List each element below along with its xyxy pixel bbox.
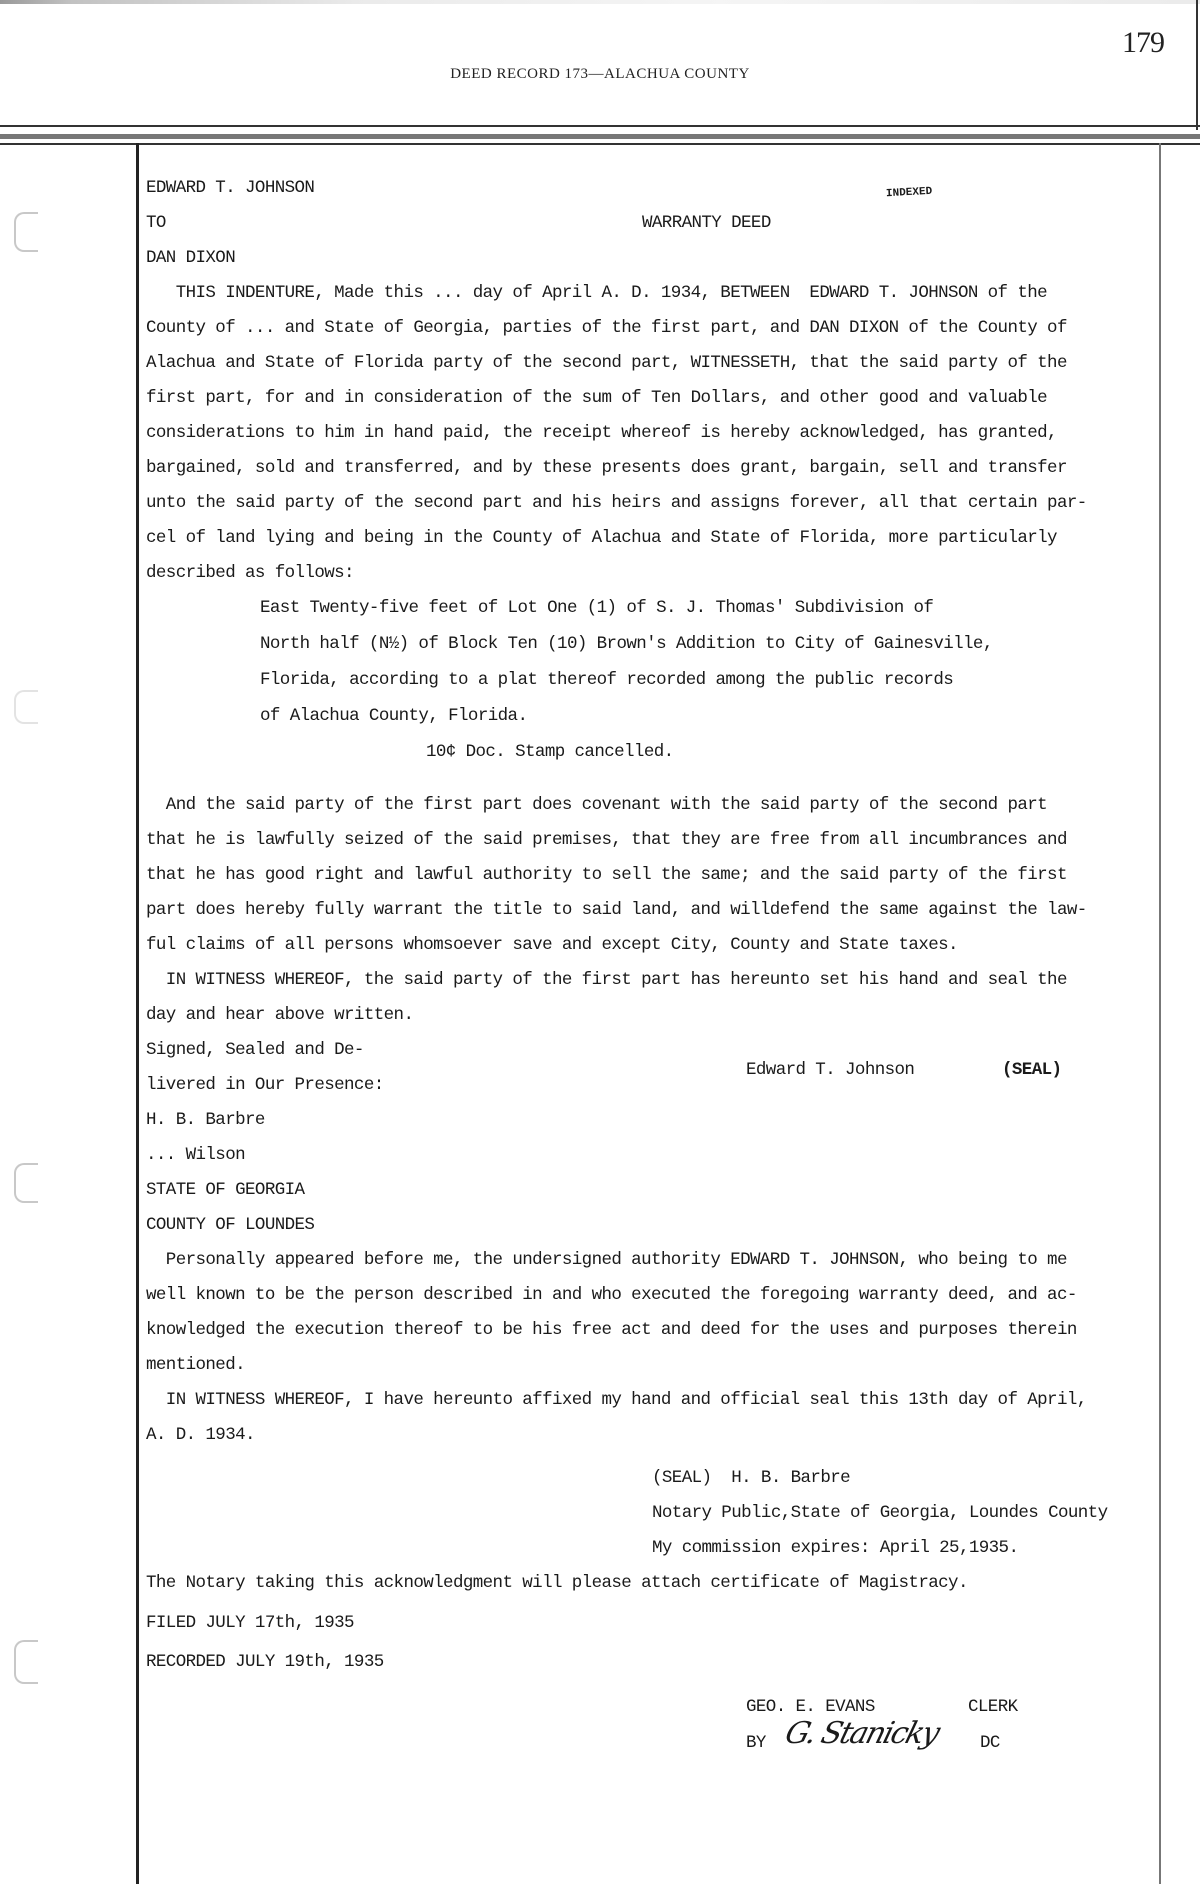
instrument-type: WARRANTY DEED <box>642 213 771 233</box>
binder-hole-mark <box>14 212 38 252</box>
covenant-line: day and hear above written. <box>146 1005 414 1025</box>
acknowledgment-line: IN WITNESS WHEREOF, I have hereunto affixed my hand and official seal this 13th day of April, <box>146 1390 1087 1410</box>
body-line: cel of land lying and being in the County of Alachua and State of Florida, more particularly <box>146 528 1057 548</box>
covenant-line: ful claims of all persons whomsoever save and except City, County and State taxes. <box>146 935 958 955</box>
left-margin-line <box>136 143 139 1884</box>
covenant-line: that he is lawfully seized of the said premises, that they are free from all incumbrances and <box>146 830 1067 850</box>
clerk-title: CLERK <box>968 1697 1018 1717</box>
body-line: Alachua and State of Florida party of the second part, WITNESSETH, that the said party of the <box>146 353 1067 373</box>
acknowledgment-line: Personally appeared before me, the undersigned authority EDWARD T. JOHNSON, who being to me <box>146 1250 1067 1270</box>
recorded-date: RECORDED JULY 19th, 1935 <box>146 1652 384 1672</box>
witness-name: H. B. Barbre <box>146 1110 265 1130</box>
body-line: bargained, sold and transferred, and by these presents does grant, bargain, sell and transfer <box>146 458 1067 478</box>
stamp-note: 10¢ Doc. Stamp cancelled. <box>426 742 674 762</box>
header-rule-middle <box>0 134 1200 139</box>
deputy-clerk-title: DC <box>980 1733 1000 1753</box>
property-line: North half (N½) of Block Ten (10) Brown's Addition to City of Gainesville, <box>260 634 993 654</box>
binder-hole-mark <box>14 1163 38 1203</box>
acknowledgment-line: knowledged the execution thereof to be his free act and deed for the uses and purposes therein <box>146 1320 1077 1340</box>
acknowledgment-line: mentioned. <box>146 1355 246 1375</box>
clerk-name: GEO. E. EVANS <box>746 1697 875 1717</box>
right-margin-line <box>1159 143 1161 1884</box>
signed-sealed-line: Signed, Sealed and De- <box>146 1040 364 1060</box>
property-line: Florida, according to a plat thereof recorded among the public records <box>260 670 954 690</box>
grantee-name: DAN DIXON <box>146 248 236 268</box>
body-line: described as follows: <box>146 563 354 583</box>
acknowledgment-line: A. D. 1934. <box>146 1425 255 1445</box>
property-line: East Twenty-five feet of Lot One (1) of S. J. Thomas' Subdivision of <box>260 598 934 618</box>
scan-edge <box>0 0 1200 4</box>
signed-sealed-line: livered in Our Presence: <box>146 1075 384 1095</box>
notary-commission: My commission expires: April 25,1935. <box>652 1538 1019 1558</box>
page-edge <box>1196 0 1198 130</box>
witness-name: ... Wilson <box>146 1145 246 1165</box>
venue-state: STATE OF GEORGIA <box>146 1180 305 1200</box>
covenant-line: IN WITNESS WHEREOF, the said party of the first part has hereunto set his hand and seal the <box>146 970 1067 990</box>
body-line: THIS INDENTURE, Made this ... day of April A. D. 1934, BETWEEN EDWARD T. JOHNSON of the <box>146 283 1048 303</box>
acknowledgment-line: well known to be the person described in and who executed the foregoing warranty deed, and ac- <box>146 1285 1077 1305</box>
caption-to: TO <box>146 213 166 233</box>
body-line: unto the said party of the second part and his heirs and assigns forever, all that certain par- <box>146 493 1087 513</box>
body-line: County of ... and State of Georgia, parties of the first part, and DAN DIXON of the County of <box>146 318 1067 338</box>
grantor-name: EDWARD T. JOHNSON <box>146 178 315 198</box>
binder-hole-mark <box>14 690 38 724</box>
body-line: first part, for and in consideration of the sum of Ten Dollars, and other good and valuable <box>146 388 1048 408</box>
covenant-line: part does hereby fully warrant the title to said land, and willdefend the same against the law- <box>146 900 1087 920</box>
notary-seal-line: (SEAL) H. B. Barbre <box>652 1468 851 1488</box>
notary-title: Notary Public,State of Georgia, Loundes County <box>652 1503 1108 1523</box>
clerk-by: BY <box>746 1733 766 1753</box>
indexed-stamp: INDEXED <box>885 185 933 201</box>
deputy-clerk-signature: G. Stanicky <box>781 1716 943 1751</box>
running-head: DEED RECORD 173—ALACHUA COUNTY <box>450 66 750 82</box>
grantor-signature: Edward T. Johnson <box>746 1060 915 1080</box>
header-rule-bottom <box>0 143 1200 145</box>
binder-hole-mark <box>14 1640 38 1684</box>
covenant-line: And the said party of the first part does covenant with the said party of the second part <box>146 795 1048 815</box>
page-number: 179 <box>1122 26 1164 59</box>
filed-date: FILED JULY 17th, 1935 <box>146 1613 354 1633</box>
header-rule-top <box>0 125 1200 127</box>
venue-county: COUNTY OF LOUNDES <box>146 1215 315 1235</box>
property-line: of Alachua County, Florida. <box>260 706 528 726</box>
grantor-seal: (SEAL) <box>1002 1060 1062 1080</box>
magistracy-notice: The Notary taking this acknowledgment will please attach certificate of Magistracy. <box>146 1573 968 1593</box>
covenant-line: that he has good right and lawful authority to sell the same; and the said party of the first <box>146 865 1067 885</box>
body-line: considerations to him in hand paid, the receipt whereof is hereby acknowledged, has granted, <box>146 423 1057 443</box>
